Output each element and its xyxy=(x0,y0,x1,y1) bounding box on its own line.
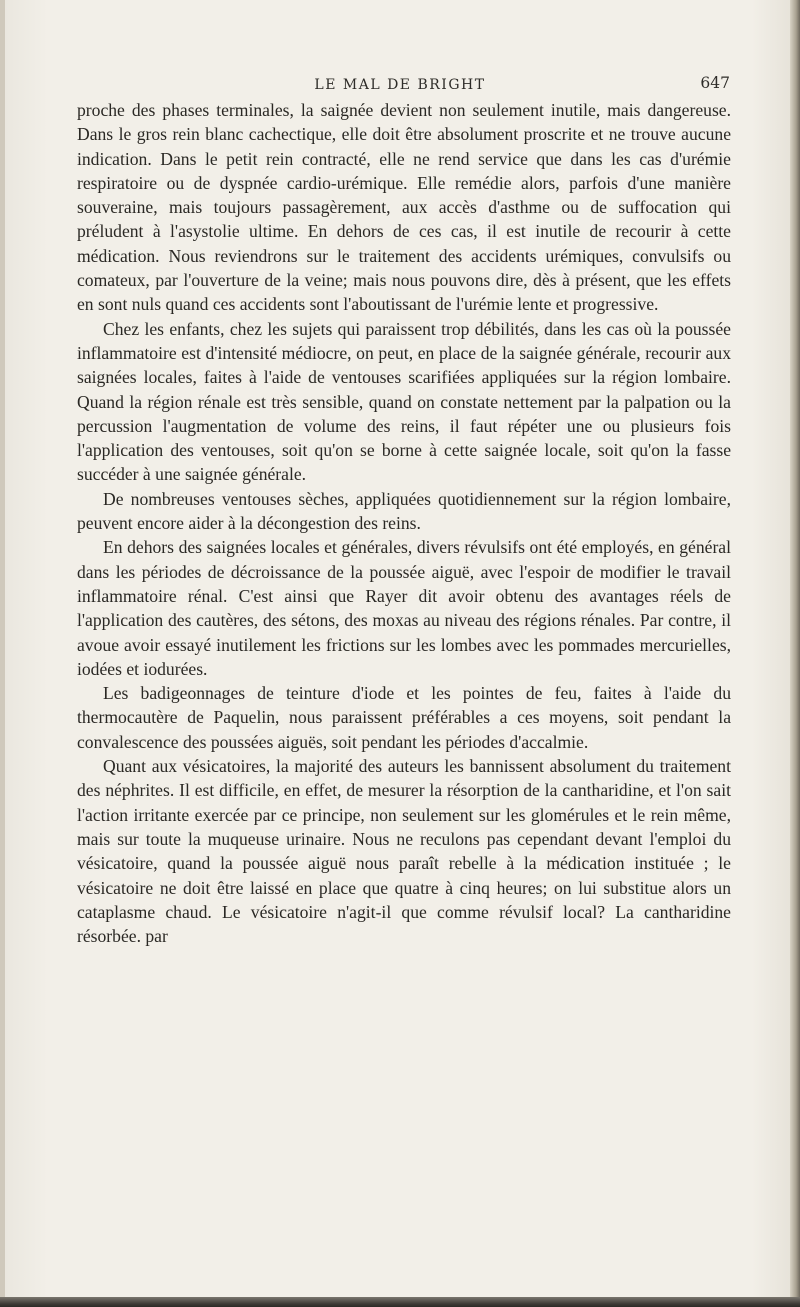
body-text xyxy=(77,98,731,948)
page-right-edge-shadow xyxy=(790,0,800,1307)
scan-bottom-border xyxy=(0,1297,800,1307)
running-title: LE MAL DE BRIGHT xyxy=(314,77,486,93)
paragraph-3: De nombreuses ventouses sèches, appliquées quotidiennement sur la région lombaire, peuvent encore aider à la décongestion des reins. xyxy=(77,488,731,534)
page-number: 647 xyxy=(700,74,730,92)
paragraph-5: Les badigeonnages de teinture d'iode et les pointes de feu, faites à l'aide du thermocautère de Paquelin, nous paraissent préférables a ces moyens, soit pendant la convalescence des poussées aiguës, soit pendant les périodes d'accalmie. xyxy=(77,683,731,752)
paragraph-6: Quant aux vésicatoires, la majorité des auteurs les bannissent absolument du traitement des néphrites. Il est difficile, en effet, de mesurer la résorption de la cantharidine, et l'on sait l'action irritante exercée par ce principe, non seulement sur les glomérules et le rein même, mais sur toute la muqueuse urinaire. Nous ne reculons pas cependant devant l'emploi du vésicatoire, quand la poussée aiguë nous paraît rebelle à la médication instituée ; le vésicatoire ne doit être laissé en place que quatre à cinq heures; on lui substitue alors un cataplasme chaud. Le vésicatoire n'agit-il que comme révulsif local? La cantharidine résorbée. par xyxy=(77,756,731,947)
page-left-edge xyxy=(0,0,5,1307)
page-header xyxy=(70,74,730,98)
paragraph-4: En dehors des saignées locales et générales, divers révulsifs ont été employés, en général dans les périodes de décroissance de la poussée aiguë, avec l'espoir de modifier le travail inflammatoire rénal. C'est ainsi que Rayer dit avoir obtenu des avantages réels de l'application des cautères, des sétons, des moxas au niveau des régions rénales. Par contre, il avoue avoir essayé inutilement les frictions sur les lombes avec les pommades mercurielles, iodées et iodurées. xyxy=(77,537,731,679)
paragraph-2: Chez les enfants, chez les sujets qui paraissent trop débilités, dans les cas où la poussée inflammatoire est d'intensité médiocre, on peut, en place de la saignée générale, recourir aux saignées locales, faites à l'aide de ventouses scarifiées appliquées sur la région lombaire. Quand la région rénale est très sensible, quand on constate nettement par la palpation ou la percussion l'augmentation de volume des reins, il faut répéter une ou plusieurs fois l'application des ventouses, soit qu'on se borne à cette saignée locale, soit qu'on la fasse succéder à une saignée générale. xyxy=(77,318,731,485)
paragraph-1: proche des phases terminales, la saignée devient non seulement inutile, mais dangereuse. Dans le gros rein blanc cachectique, elle doit être absolument proscrite et ne trouve aucune indication. Dans le petit rein contracté, elle ne rend service que dans les cas d'urémie respiratoire ou de dyspnée cardio-urémique. Elle remédie alors, parfois d'une manière souveraine, mais toujours passagèrement, aux accès d'asthme ou de suffocation qui préludent à l'asystolie ultime. En dehors de ces cas, il est inutile de recourir à cette médication. Nous reviendrons sur le traitement des accidents urémiques, convulsifs ou comateux, par l'ouverture de la veine; mais nous pouvons dire, dès à présent, que les effets en sont nuls quand ces accidents sont l'aboutissant de l'urémie lente et progressive. xyxy=(77,100,731,315)
